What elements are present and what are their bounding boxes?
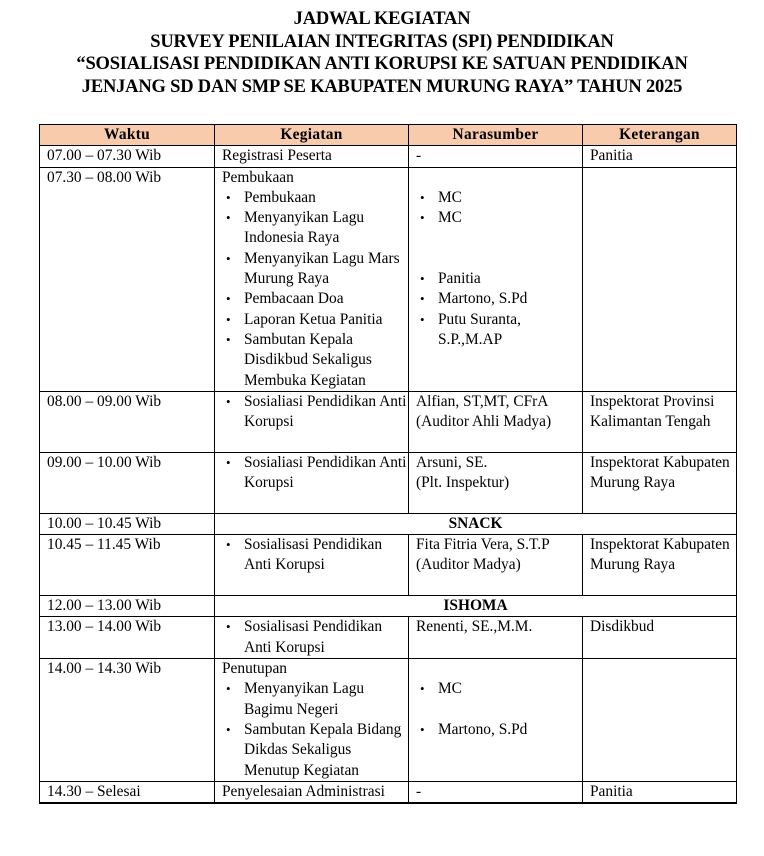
table-row (40, 391, 737, 452)
narasumber-name: Fita Fitria Vera, S.T.P (416, 536, 550, 554)
cell-kegiatan (215, 659, 409, 782)
schedule-table (39, 124, 737, 804)
narasumber-list (416, 679, 582, 740)
cell-keterangan: Inspektorat Kabupaten Murung Raya (583, 535, 737, 596)
list-item: • Menyanyikan Lagu Indonesia Raya (226, 209, 365, 247)
cell-keterangan: Panitia (583, 781, 737, 803)
cell-waktu: 07.00 – 07.30 Wib (40, 146, 215, 167)
list-item: • Sosialiasi Pendidikan Anti Korupsi (226, 392, 407, 431)
cell-narasumber (409, 391, 583, 452)
document-title (0, 8, 764, 98)
column-header-keterangan: Keterangan (583, 125, 737, 146)
bullet-icon: • (226, 393, 231, 409)
column-header-waktu: Waktu (40, 125, 215, 146)
column-header-narasumber: Narasumber (409, 125, 583, 146)
cell-keterangan (583, 659, 737, 782)
cell-narasumber (409, 167, 583, 391)
table-row (40, 452, 737, 513)
cell-waktu: 07.30 – 08.00 Wib (40, 167, 215, 391)
narasumber-name: Alfian, ST,MT, CFrA (416, 392, 549, 410)
narasumber-role: (Auditor Ahli Madya) (416, 413, 552, 431)
list-item: • Sambutan Kepala Bidang Dikdas Sekaligus Menutup Kegiatan (226, 720, 402, 779)
narasumber-name: Arsuni, SE. (416, 453, 488, 471)
table-row (40, 781, 737, 803)
column-header-kegiatan: Kegiatan (215, 125, 409, 146)
cell-waktu: 09.00 – 10.00 Wib (40, 452, 215, 513)
bullet-icon: • (226, 250, 231, 266)
bullet-icon: • (226, 311, 231, 327)
cell-kegiatan (215, 167, 409, 391)
cell-narasumber: - (409, 781, 583, 803)
bullet-icon: • (226, 454, 231, 470)
cell-kegiatan (215, 391, 409, 452)
list-item: • Panitia (416, 269, 582, 289)
list-item: • Sosialisasi Pendidikan Anti Korupsi (226, 536, 383, 574)
title-line-3: “SOSIALISASI PENDIDIKAN ANTI KORUPSI KE SATUAN PENDIDIKAN (76, 54, 688, 74)
bullet-icon: • (226, 721, 231, 737)
list-item: • Menyanyikan Lagu Bagimu Negeri (226, 680, 365, 718)
cell-waktu: 10.45 – 11.45 Wib (40, 535, 215, 596)
kegiatan-heading: Penutupan (222, 660, 287, 678)
list-item: • Pembacaan Doa (222, 289, 408, 309)
list-item: • Pembukaan (222, 188, 408, 208)
narasumber-list (416, 188, 582, 350)
bullet-icon: • (420, 189, 425, 205)
break-label-snack: SNACK (215, 513, 737, 534)
table-row (40, 167, 737, 391)
table-row (40, 146, 737, 167)
cell-waktu: 12.00 – 13.00 Wib (40, 596, 215, 617)
bullet-icon: • (226, 189, 231, 205)
bullet-icon: • (226, 291, 231, 307)
list-item: • MC (416, 188, 582, 208)
title-line-2: SURVEY PENILAIAN INTEGRITAS (SPI) PENDIDIKAN (150, 31, 614, 52)
bullet-icon: • (420, 271, 425, 287)
cell-narasumber: - (409, 146, 583, 167)
cell-kegiatan: Penyelesaian Administrasi (215, 781, 409, 803)
cell-keterangan: Inspektorat Provinsi Kalimantan Tengah (583, 391, 737, 452)
list-item: • Sosialisasi Pendidikan Anti Korupsi (226, 618, 383, 656)
kegiatan-list (222, 679, 408, 780)
cell-waktu: 14.30 – Selesai (40, 781, 215, 803)
bullet-icon: • (226, 210, 231, 226)
list-item: • MC (416, 208, 582, 228)
cell-keterangan: Inspektorat Kabupaten Murung Raya (583, 452, 737, 513)
table-row (40, 596, 737, 617)
list-item: • Sosialiasi Pendidikan Anti Korupsi (226, 453, 407, 492)
list-item: • Martono, S.Pd (416, 289, 582, 309)
kegiatan-list (222, 188, 408, 391)
bullet-icon: • (420, 291, 425, 307)
list-item: • Menyanyikan Lagu Mars Murung Raya (226, 249, 400, 288)
bullet-icon: • (420, 311, 425, 327)
cell-keterangan: Panitia (583, 146, 737, 167)
break-label-ishoma: ISHOMA (215, 596, 737, 617)
table-row (40, 659, 737, 782)
cell-kegiatan (215, 452, 409, 513)
list-item: • Laporan Ketua Panitia (222, 310, 408, 330)
cell-narasumber (409, 659, 583, 782)
cell-narasumber (409, 535, 583, 596)
cell-waktu: 13.00 – 14.00 Wib (40, 617, 215, 659)
bullet-icon: • (420, 721, 425, 737)
title-line-1: JADWAL KEGIATAN (293, 9, 471, 29)
cell-waktu: 10.00 – 10.45 Wib (40, 513, 215, 534)
list-item: • Martono, S.Pd (416, 720, 582, 740)
cell-kegiatan (215, 617, 409, 659)
title-line-4: JENJANG SD DAN SMP SE KABUPATEN MURUNG RAYA” TAHUN 2025 (81, 76, 683, 97)
narasumber-role: (Plt. Inspektur) (416, 474, 510, 492)
table-row (40, 513, 737, 534)
list-item: • Putu Suranta, S.P.,M.AP (420, 310, 521, 348)
list-item: • MC (416, 679, 582, 699)
table-header-row (40, 125, 737, 146)
cell-keterangan (583, 167, 737, 391)
narasumber-role: (Auditor Madya) (416, 556, 521, 574)
cell-waktu: 14.00 – 14.30 Wib (40, 659, 215, 782)
bullet-icon: • (420, 681, 425, 697)
bullet-icon: • (226, 537, 231, 553)
table-row (40, 535, 737, 596)
cell-keterangan: Disdikbud (583, 617, 737, 659)
cell-kegiatan (215, 535, 409, 596)
cell-kegiatan: Registrasi Peserta (215, 146, 409, 167)
table-row (40, 617, 737, 659)
kegiatan-heading: Pembukaan (222, 168, 294, 186)
bullet-icon: • (226, 619, 231, 635)
list-item: • Sambutan Kepala Disdikbud Sekaligus Membuka Kegiatan (226, 330, 372, 389)
bullet-icon: • (226, 331, 231, 347)
bullet-icon: • (226, 681, 231, 697)
bullet-icon: • (420, 210, 425, 226)
cell-waktu: 08.00 – 09.00 Wib (40, 391, 215, 452)
cell-narasumber: Renenti, SE.,M.M. (409, 617, 583, 659)
cell-narasumber (409, 452, 583, 513)
